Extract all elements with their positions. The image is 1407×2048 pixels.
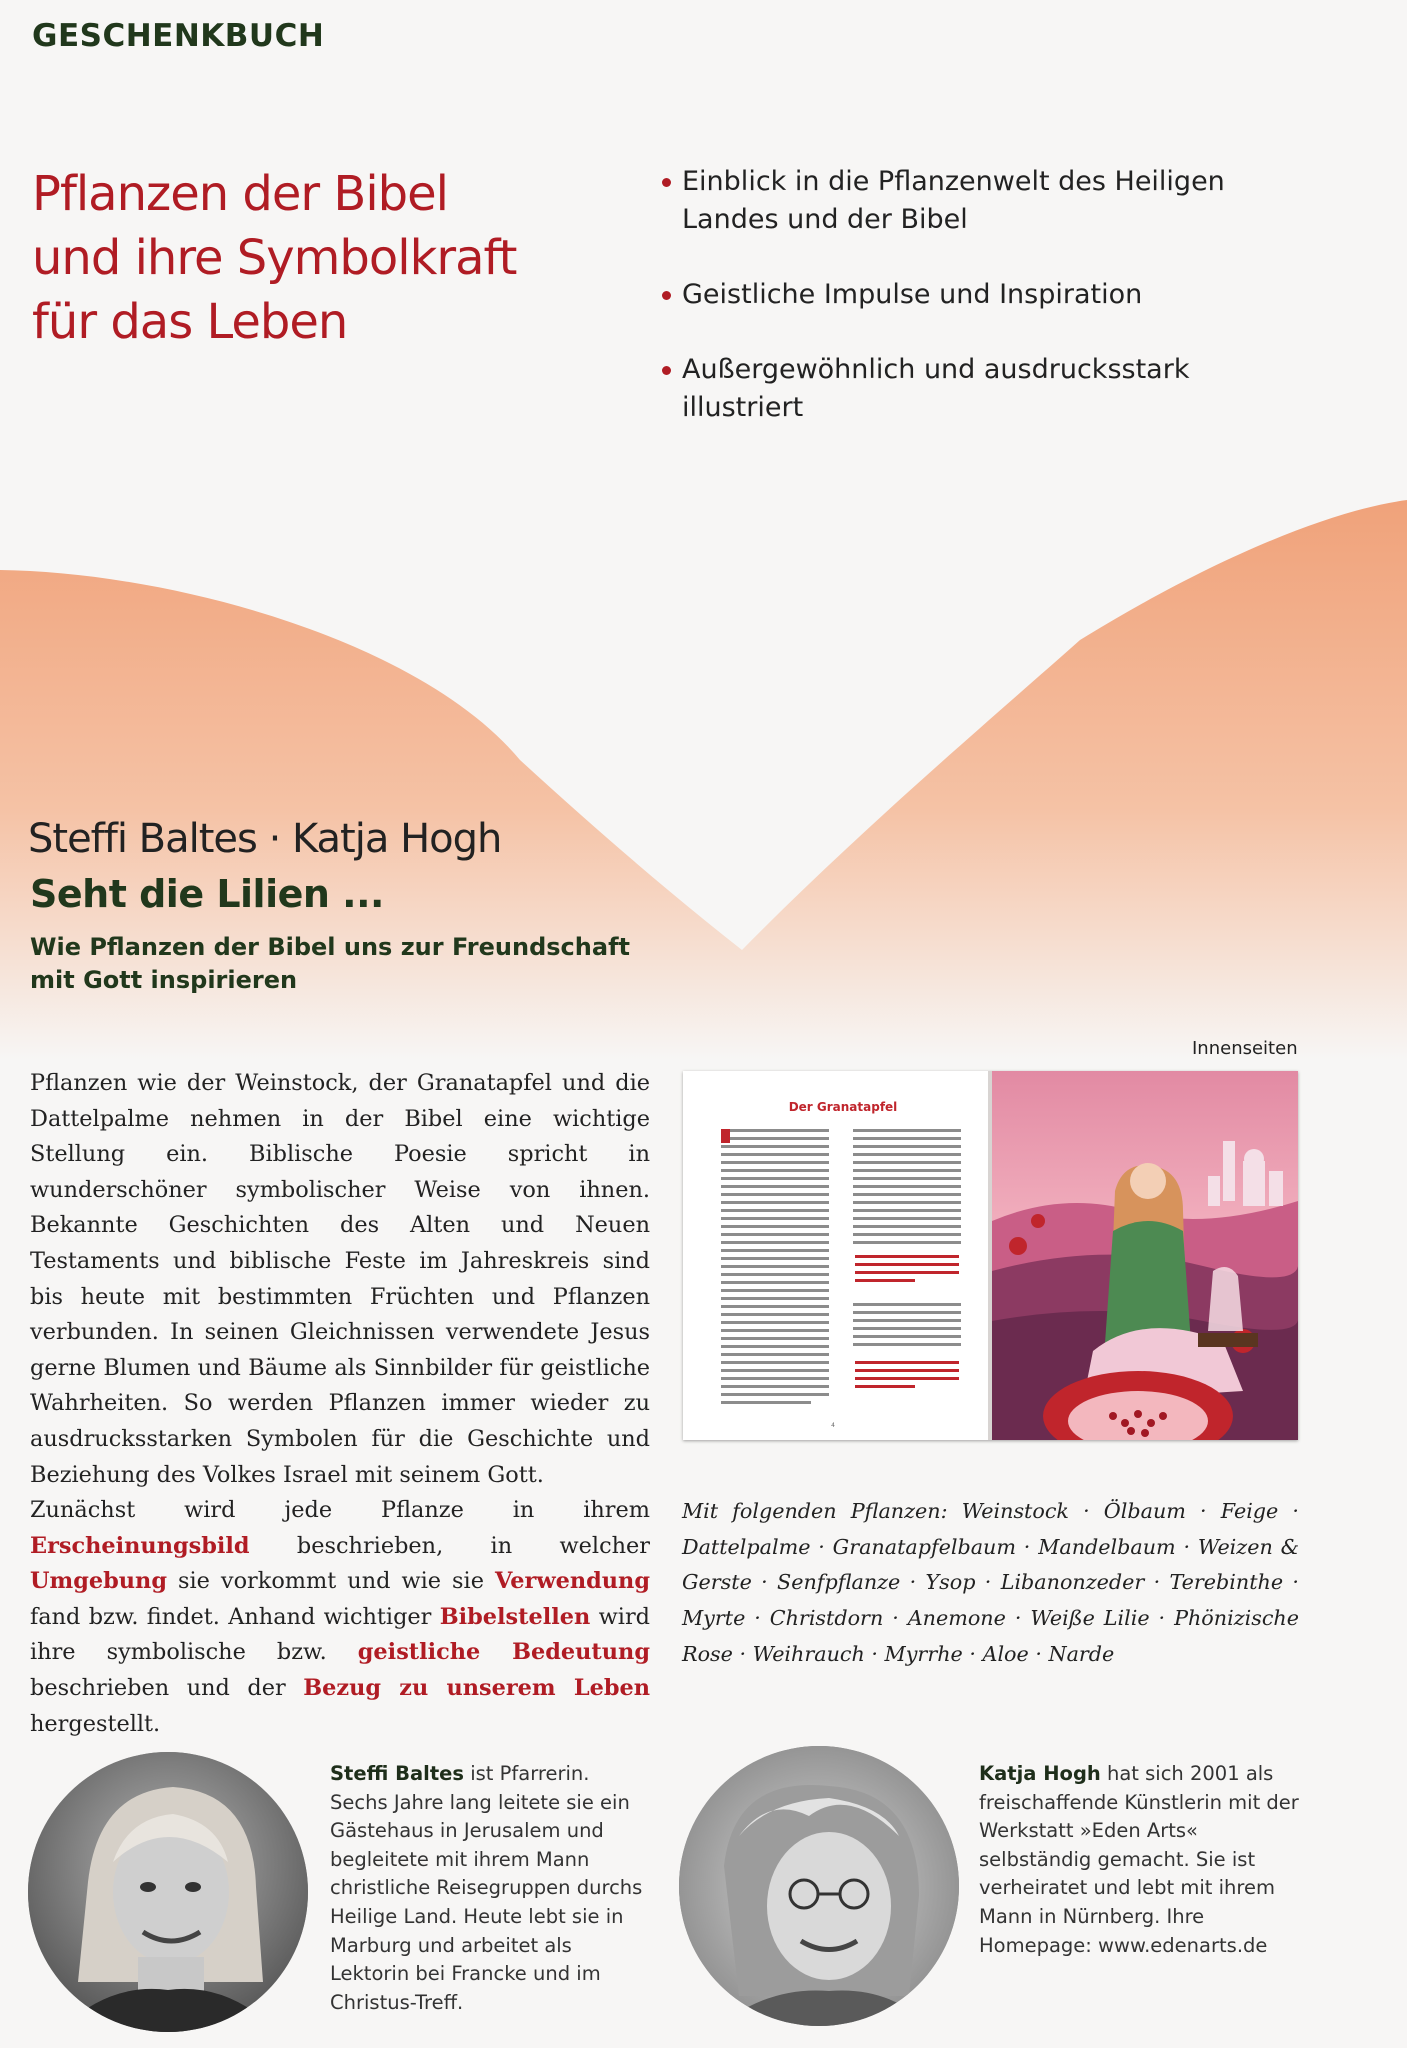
highlight-umgebung: Umgebung — [30, 1568, 167, 1595]
paragraph-text: wird ihre symbolische bzw. — [30, 1603, 650, 1666]
feature-list — [662, 163, 1292, 464]
bio-baltes-text: ist Pfarrerin. Sechs Jahre lang leitete sie ein Gästehaus in Jerusalem und begleitete mit ihrem Mann christliche Reisegruppen durchs Heilige Land. Heute lebt sie in Marburg und arbeitet als Lektorin bei Francke und im Christus-Treff. — [330, 1762, 643, 2014]
bio-baltes-name: Steffi Baltes — [330, 1762, 464, 1785]
description-paragraph-1: Pflanzen wie der Weinstock, der Granatapfel und die Dattelpalme nehmen in der Bibel eine wichtige Stellung ein. Biblische Poesie spricht in wunderschöner symbolischer Weise von ihnen. Bekannte Geschichten des Alten und Neuen Testaments und biblische Feste im Jahreskreis sind bis heute mit bestimmten Früchten und Pflanzen verbunden. In seinen Gleichnissen verwendete Jesus gerne Blumen und Bäume als Sinnbilder für geistliche Wahrheiten. So werden Pflanzen immer wieder zu ausdrucksstarken Symbolen für die Geschichte und Beziehung des Volkes Israel mit seinem Gott. — [30, 1070, 650, 1488]
spread-page-number: 4 — [831, 1422, 835, 1429]
paragraph-text: Zunächst wird jede Pflanze in ihrem — [30, 1497, 650, 1523]
highlight-bibelstellen: Bibelstellen — [439, 1603, 591, 1630]
plant-list-intro: Mit folgenden Pflanzen: — [682, 1499, 948, 1523]
description-paragraph-2 — [30, 1493, 650, 1742]
plant-list-items: Weinstock · Ölbaum · Feige · Dattelpalme · Granatapfelbaum · Mandelbaum · Weizen & Gerste · Senfpflanze · Ysop · Libanonzeder · Terebinthe · Myrte · Christdorn · Anemone · Weiße Lilie · Phönizische Rose · Weihrauch · Myrrhe · Aloe · Narde — [682, 1499, 1300, 1666]
headline-line-2: und ihre Symbolkraft — [32, 230, 517, 286]
headline-line-1: Pflanzen der Bibel — [32, 166, 449, 222]
book-title: Seht die Lilien ... — [30, 872, 384, 916]
highlight-erscheinungsbild: Erscheinungsbild — [30, 1532, 250, 1559]
paragraph-text: sie vorkommt und wie sie — [167, 1568, 495, 1595]
inner-pages-spread — [683, 1071, 1298, 1440]
bio-hogh-text: hat sich 2001 als freischaffende Künstlerin mit der Werkstatt »Eden Arts« selbständig gemacht. Sie ist verheiratet und lebt mit ihrem Mann in Nürnberg. Ihre Homepage: www.edenarts.de — [979, 1762, 1299, 1957]
paragraph-text: beschrieben und der — [30, 1674, 304, 1701]
highlight-geistliche-bedeutung: geistliche Bedeutung — [357, 1639, 650, 1666]
section-label: GESCHENKBUCH — [32, 18, 325, 54]
bio-baltes — [330, 1760, 645, 2017]
bio-hogh-name: Katja Hogh — [979, 1762, 1101, 1785]
book-authors: Steffi Baltes · Katja Hogh — [28, 816, 502, 862]
paragraph-text: fand bzw. findet. Anhand wichtiger — [30, 1603, 440, 1630]
author-portrait-hogh — [679, 1746, 959, 2026]
headline — [32, 162, 592, 354]
feature-item: Geistliche Impulse und Inspiration — [662, 276, 1292, 314]
author-portrait-baltes — [28, 1752, 308, 2032]
spread-page-heading: Der Granatapfel — [788, 1100, 898, 1114]
spread-illustration — [992, 1071, 1298, 1440]
feature-item: Einblick in die Pflanzenwelt des Heiligen Landes und der Bibel — [662, 163, 1292, 239]
paragraph-text: hergestellt. — [30, 1710, 161, 1737]
book-subtitle-line-2: mit Gott inspirieren — [30, 966, 298, 994]
spread-caption: Innenseiten — [1192, 1038, 1298, 1059]
bio-hogh — [979, 1760, 1301, 1960]
book-subtitle — [30, 931, 650, 997]
plant-list — [682, 1494, 1299, 1673]
book-subtitle-line-1: Wie Pflanzen der Bibel uns zur Freundschaft — [30, 933, 630, 961]
feature-item: Außergewöhnlich und ausdrucksstark illustriert — [662, 351, 1292, 427]
headline-line-3: für das Leben — [32, 294, 348, 350]
highlight-bezug: Bezug zu unserem Leben — [303, 1674, 651, 1701]
paragraph-text: beschrieben, in welcher — [249, 1532, 650, 1559]
highlight-verwendung: Verwendung — [494, 1568, 650, 1595]
